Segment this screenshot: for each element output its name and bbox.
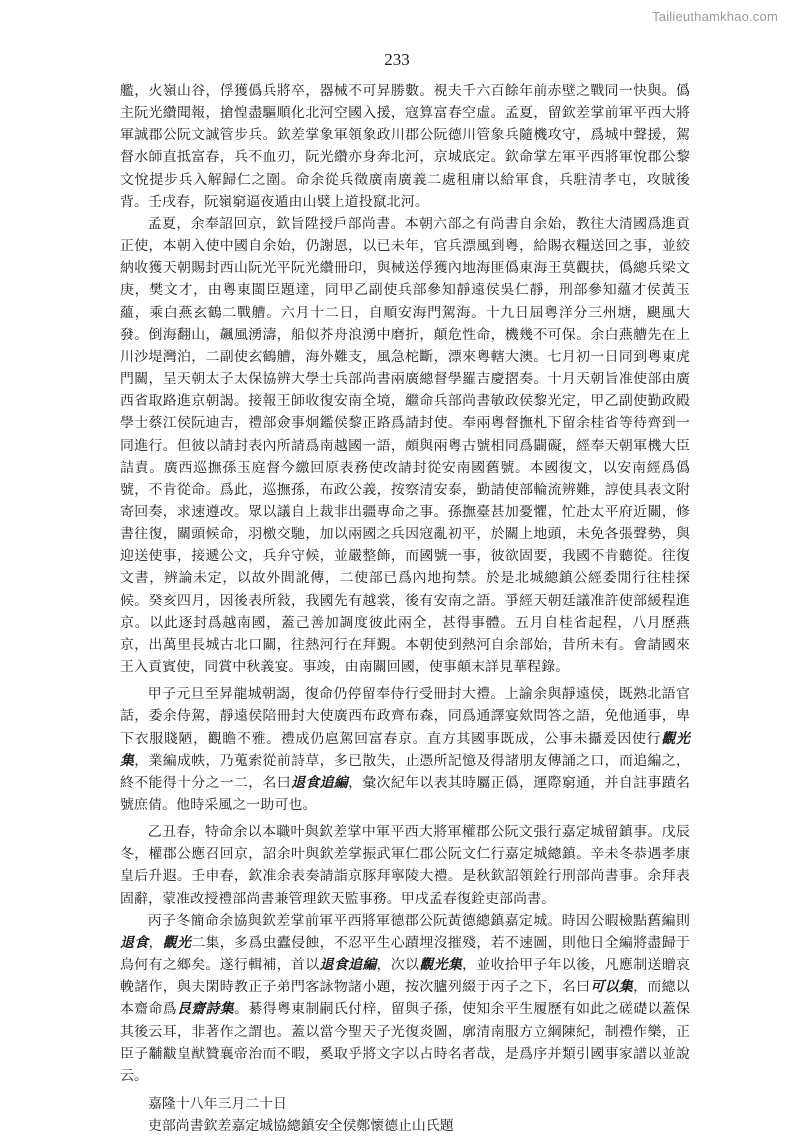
paragraph-3-text-c: ，彙次紀年以表其時屬正僞，運際窮通，并自註事蹟名號庶倩。他時采風之一助可也。 bbox=[120, 774, 690, 813]
paragraph-5-text-6: ，而總以本齋命爲 bbox=[120, 979, 690, 1018]
book-title-guanguang: 觀光集 bbox=[120, 730, 690, 769]
date-line: 嘉隆十八年三月二十日 bbox=[148, 1096, 287, 1113]
book-title-tuishi: 退食追編 bbox=[291, 774, 349, 791]
paragraph-5-text-1: 丙子冬簡命余協與欽差掌前軍平西將軍德郡公阮黃德總鎮嘉定城。時因公暇檢點舊編則 bbox=[147, 912, 690, 929]
paragraph-2: 孟夏，余奉詔回京，欽旨陞授戶部尚書。本朝六部之有尚書自余始，教往大清國爲進貢正使，本朝入使中國自余始，仍謝恩，以已未年，官兵漂風到粵，給賜衣糧送回之事，並絞納收獲天朝賜封西山阮光平阮光纘冊印，與械送俘獲內地海匪僞東海王莫觀扶，僞總兵梁文庚，樊文才，由粵東閩臣題達，同甲乙副使兵部參知靜遠侯吳仁靜，刑部參知蘊才侯黃玉蘊，乘白燕玄鶴二戰艚。六月十二日，自順安海門駕海。十九日屆粵洋分三州塘，颶風大發。倒海翻山，飆風湧濤，船似芥舟浪湧中磨折，顛危性命，機幾不可保。余白燕艚先在上川沙堤灣泊，二副使玄鶴艚，海外難支，風急柁斷，漂來粵轄大澳。七月初一日同到粵東虎門關，呈天朝太子太保協辨大學士兵部尚書兩廣總督學羅吉慶摺奏。十月天朝旨准使部由廣西省取路進京朝謁。接報王師收復安南全境，繼命兵部尚書敏政侯黎光定，甲乙副使勤政殿學士蔡江侯阮迪吉，禮部僉事炯鑑侯黎正路爲請封使。奉兩粵督撫札下留余桂省等待齊到一同進行。但彼以請封表內所請爲南越國一語，頗與兩粵古號相同爲闢礙，經奉天朝軍機大臣詰責。廣西巡撫孫玉庭督今繳回原表務使改請封從安南國舊號。本國復文，以安南經爲僞號，不肯從命。爲此，巡撫孫，布政公義，按察清安泰，勤請使部輪流辨難，諄使具表文附寄回奏，求速遵改。眾以議自上裁非出疆專命之事。孫撫臺甚加憂懼，忙赴太平府近關，修書往復，關頭候命，羽檄交馳，加以兩國之兵因寇亂初平，於關上地頭，未免各張聲勢，與迎送使事，接遞公文，兵弁守候，並嚴整飾，而國號一事，彼欲固要，我國不肯聽從。往復文書，辨論未定，以故外間訛傳，二使部已爲內地拘禁。於是北城總鎮公經委閒行往桂探候。癸亥四月，因後表所敍，我國先有越裳，後有安南之語。爭經天朝廷議准許使部緩程進京。以此逐封爲越南國，蓋己善加調度彼此兩全，甚得事體。五月自桂省起程，八月歷燕京，出萬里長城古北口關，往熱河行在拜覲。本朝使到熱河自余部始，昔所未有。會請國來王入貢賓使，同賞中秋義宴。事竣，由南關回國，使事顛末詳見華程錄。 bbox=[120, 215, 690, 676]
book-title-2: 觀光 bbox=[162, 934, 192, 951]
paragraph-3 bbox=[120, 683, 690, 816]
document-body bbox=[120, 80, 690, 1137]
book-title-1: 退食 bbox=[120, 934, 149, 951]
book-title-4: 觀光集 bbox=[419, 957, 463, 974]
watermark-text: Tailieuthamkhao.com bbox=[652, 9, 778, 24]
paragraph-3-text-a: 甲子元旦至昇龍城朝謁，復命仍停留奉侍行受冊封大禮。上諭余與靜遠侯，既熟北語官話，委余侍駕，靜遠侯陪冊封大使廣西布政齊布森，同爲通譯宴欸問答之語，免他通事，卑下衣服賤陋，觀瞻不雅。禮成仍扈駕回富春京。直方其國事既成，公事未攝爰因使行 bbox=[120, 686, 690, 747]
paragraph-4: 乙丑春，特命余以本職叶與欽差掌中軍平西大將軍權郡公阮文張行嘉定城留鎮事。戊辰冬，權郡公應召回京，詔余叶與欽差掌振武軍仁郡公阮文仁行嘉定城總鎮。辛未冬恭遇孝康皇后升遐。壬申春，欽准余表奏請詣京豚拜寧陵大禮。是秋欽詔領銓行刑部尚書事。余拜表固辭，蒙准改授禮部尚書兼管理欽天監事務。甲戌孟春復銓吏部尚書。 bbox=[120, 824, 690, 907]
paragraph-1: 艦，火嶺山谷，俘獲僞兵將卒，器械不可昇勝數。視夫千六百餘年前赤壁之戰同一快與。僞主阮光纘聞報，搶惶盡驅順化北河空國入援，寇算富春空虛。孟夏，留欽差掌前軍平西大將軍誠郡公阮文誠管步兵。欽差掌象軍領象政川郡公阮德川管象兵隨機攻守，爲城中聲援，駕督水師直抵富春，兵不血刃，阮光纘亦身奔北河，京城底定。欽命掌左軍平西將軍悅郡公黎文悅提步兵入解歸仁之圍。命余從兵徵廣南廣義二處租庸以給軍食，兵駐清孝屯，攻賊後背。壬戌春，阮嶺窮逼夜遁由山襞上道投竄北河。 bbox=[120, 83, 690, 210]
paragraph-5-text-2: ， bbox=[148, 934, 163, 951]
book-title-6: 艮齋詩集 bbox=[177, 1001, 235, 1018]
book-title-5: 可以集 bbox=[590, 979, 634, 996]
signature-line: 吏部尚書欽差嘉定城協總鎮安全侯鄭懷德止山氏題 bbox=[148, 1118, 454, 1135]
paragraph-3-text-b: ，業編成帙，乃蒐索從前詩草，多已散失，止憑所記憶及得諸朋友傳誦之口，而追編之，終不能得十分之一二，名曰 bbox=[120, 752, 690, 791]
book-title-3: 退食追編 bbox=[319, 957, 377, 974]
paragraph-5 bbox=[120, 910, 690, 1087]
paragraph-5-text-4: ，次以 bbox=[376, 957, 420, 974]
paragraph-5-text-5: ，並收拾甲子年以後，凡應制送贈哀輓諸作，與夫閑時教正子弟門客詠物諸小題，按次臚列綴于丙子之下，名曰 bbox=[120, 957, 691, 996]
paragraph-5-text-7: 。綦得粵東制嗣氏付梓，留與子孫，使知余平生履歷有如此之磋礎以蓋保其後云耳，非著作之謂也。蓋以當今聖天子光復炎圖，廓清南服方立綱陳紀，制禮作樂，正臣子黼黻皇猷贊襄帝治而不暇，奚取乎將文字以占時名者哉，是爲序并類引國事家譜以並說云。 bbox=[120, 1001, 690, 1084]
paragraph-5-text-3: 二集，多爲虫蠹侵蝕，不忍平生心蹟埋沒摧殘，若不速圖，則他日全編將盡歸于烏何有之鄉矣。遂行輯補，首以 bbox=[120, 934, 690, 974]
page-number: 233 bbox=[384, 50, 410, 69]
